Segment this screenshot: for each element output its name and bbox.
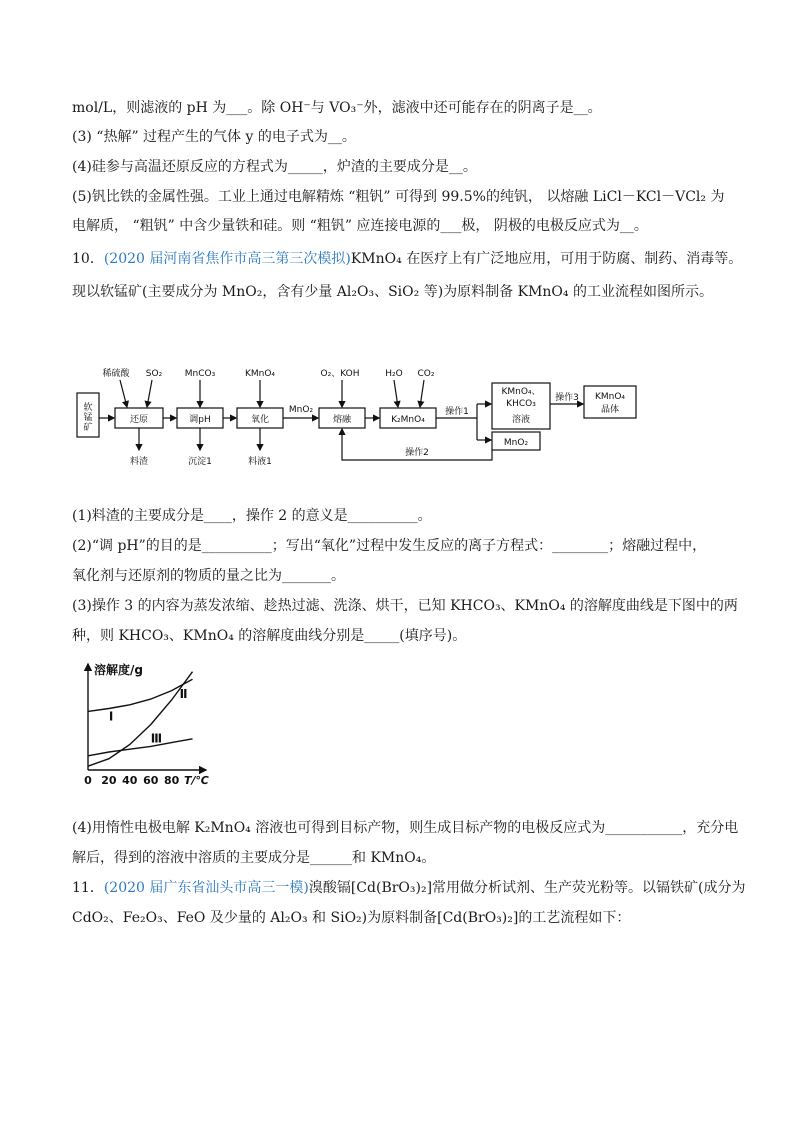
question-10-intro: 现以软锰矿(主要成分为 MnO₂，含有少量 Al₂O₃、SiO₂ 等)为原料制备 KMnO₄ 的工业流程如图所示。 [72, 284, 713, 300]
question-number: 10． [72, 251, 104, 267]
box-label: 还原 [129, 415, 149, 425]
question-9-3: (3) “热解” 过程产生的气体 y 的电子式为__。 [72, 129, 356, 145]
question-10-header [72, 249, 742, 269]
solution-label: KHCO₃ [506, 399, 536, 409]
product-label: KMnO₄ [594, 392, 626, 402]
y-axis-label: 溶解度/g [94, 663, 143, 677]
question-10-2-cont: 氧化剂与还原剂的物质的量之比为_______。 [72, 568, 345, 584]
solution-label: KMnO₄、 [501, 387, 541, 397]
series-label: Ⅰ [108, 709, 114, 724]
question-10-4: (4)用惰性电极电解 K₂MnO₄ 溶液也可得到目标产物，则生成目标产物的电极反应式为___________，充分电 [72, 820, 739, 836]
question-11-intro: CdO₂、Fe₂O₃、FeO 及少量的 Al₂O₃ 和 SiO₂)为原料制备[Cd(BrO₃)₂]的工艺流程如下： [72, 910, 631, 926]
series-curve [88, 672, 193, 767]
x-tick-label: 40 [122, 774, 138, 787]
question-10-4-cont: 解后，得到的溶液中溶质的主要成分是______和 KMnO₄。 [72, 850, 436, 866]
box-label: 调pH [189, 415, 211, 425]
operation-3-label: 操作3 [555, 393, 579, 403]
output-label: 料渣 [129, 457, 149, 467]
question-10-3: (3)操作 3 的内容为蒸发浓缩、趁热过滤、洗涤、烘干，已知 KHCO₃、KMnO₄ 的溶解度曲线是下图中的两 [72, 598, 738, 614]
solubility-chart [74, 658, 214, 788]
input-label: SO₂ [145, 369, 163, 379]
question-text: 溴酸镉[Cd(BrO₃)₂]常用做分析试剂、生产荧光粉等。以镉铁矿(成分为 [308, 880, 746, 896]
output-label: 沉淀1 [188, 457, 212, 467]
question-source: (2020 届河南省焦作市高三第三次模拟) [103, 251, 351, 267]
mid-label: MnO₂ [288, 405, 314, 415]
input-label: O₂、KOH [320, 369, 360, 379]
question-9-5-cont: 电解质， “粗钒” 中含少量铁和硅。则 “粗钒” 应连接电源的___极， 阴极的电极反应式为__。 [72, 218, 648, 234]
start-label: 软锰矿 [83, 403, 93, 433]
question-number: 11． [72, 880, 104, 896]
question-10-2: (2)“调 pH”的目的是__________；写出“氧化”过程中发生反应的离子方程式：________；熔融过程中， [72, 538, 707, 554]
box-label: 氧化 [250, 415, 270, 425]
x-axis-label: T/℃ [184, 774, 209, 787]
input-label: 稀硫酸 [102, 369, 130, 379]
solution-label: 溶液 [511, 415, 531, 425]
input-label: KMnO₄ [244, 369, 276, 379]
output-label: 料液1 [248, 457, 272, 467]
question-11-header [72, 878, 746, 898]
question-text: KMnO₄ 在医疗上有广泛地应用，可用于防腐、制药、消毒等。 [350, 251, 743, 267]
product-label: 晶体 [600, 405, 620, 415]
x-tick-label: 0 [84, 774, 92, 787]
box-label: 熔融 [332, 415, 352, 425]
question-9-5: (5)钒比铁的金属性强。工业上通过电解精炼 “粗钒” 可得到 99.5%的纯钒， 以熔融 LiCl－KCl－VCl₂ 为 [72, 189, 725, 205]
series-label: Ⅱ [179, 687, 188, 702]
operation-1-label: 操作1 [445, 407, 469, 417]
process-flowchart [72, 360, 672, 480]
x-tick-label: 80 [163, 774, 180, 787]
question-10-1: (1)料渣的主要成分是____，操作 2 的意义是__________。 [72, 508, 432, 524]
question-source: (2020 届广东省汕头市高三一模) [103, 880, 309, 896]
series-curve [88, 739, 193, 756]
x-tick-label: 60 [143, 774, 159, 787]
question-9-4: (4)硅参与高温还原反应的方程式为_____，炉渣的主要成分是__。 [72, 159, 477, 175]
operation-2-label: 操作2 [405, 448, 429, 458]
series-curve [88, 679, 193, 711]
box-label: K₂MnO₄ [391, 415, 425, 425]
input-label: H₂O [385, 369, 403, 379]
input-label: CO₂ [417, 369, 435, 379]
series-label: Ⅲ [150, 731, 163, 746]
text-line-1: mol/L，则滤液的 pH 为___。除 OH⁻与 VO₃⁻外，滤液中还可能存在的阴离子是__。 [72, 100, 602, 116]
question-10-3-cont: 种，则 KHCO₃、KMnO₄ 的溶解度曲线分别是_____(填序号)。 [72, 628, 467, 644]
input-label: MnCO₃ [184, 369, 216, 379]
mno2-label: MnO₂ [503, 438, 529, 448]
x-tick-label: 20 [101, 774, 117, 787]
